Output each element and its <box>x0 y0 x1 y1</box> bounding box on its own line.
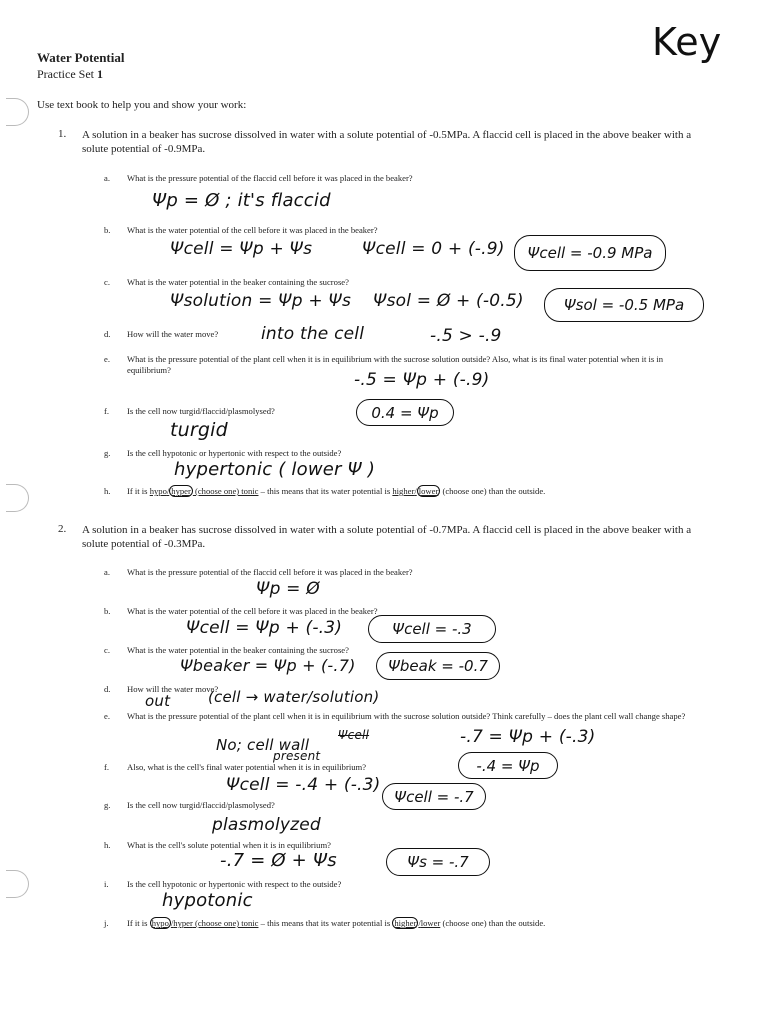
q2j-text-pre: If it is <box>127 918 150 928</box>
q2f-boxed-answer-2: Ψcell = -.7 <box>382 783 486 810</box>
q2j-slash: / <box>170 918 174 928</box>
q2e-crossed-mark: Ψcell <box>338 728 370 742</box>
q2j-higher-circled: higher <box>394 918 417 928</box>
q1c-work-substitution: Ψsol = Ø + (-0.5) <box>373 291 524 311</box>
q2g-letter: g. <box>104 800 111 810</box>
q2j-slash-2: / <box>418 918 421 928</box>
q2b-boxed-answer: Ψcell = -.3 <box>368 615 496 643</box>
q2e-text: What is the pressure potential of the plant cell when it is in equilibrium with the sucrose solution outside? Think carefully – does the plant cell wall change shape? <box>127 711 686 721</box>
instructions: Use text book to help you and show your work: <box>37 99 247 111</box>
q1c-text: What is the water potential in the beaker containing the sucrose? <box>127 277 349 287</box>
q1h-text <box>127 486 545 497</box>
q2e-answer: No; cell wall <box>216 736 310 754</box>
q2a-letter: a. <box>104 567 110 577</box>
q1-number: 1. <box>58 128 67 140</box>
page-title: Water Potential <box>37 50 125 65</box>
q1h-text-post: (choose one) than the outside. <box>440 486 546 496</box>
q1h-text-mid: – this means that its water potential is <box>258 486 393 496</box>
q2b-letter: b. <box>104 606 111 616</box>
q2i-answer: hypotonic <box>162 890 253 911</box>
q2f-letter: f. <box>104 762 110 772</box>
q2j-letter: j. <box>104 918 109 928</box>
q2d-answer: out <box>145 692 171 710</box>
q2c-work: Ψbeaker = Ψp + (-.7) <box>180 656 356 675</box>
q1c-boxed-answer: Ψsol = -0.5 MPa <box>544 288 704 322</box>
q1a-letter: a. <box>104 173 110 183</box>
q1h-higher: higher <box>392 486 415 496</box>
q1b-letter: b. <box>104 225 111 235</box>
q1f-letter: f. <box>104 406 110 416</box>
q1g-text: Is the cell hypotonic or hypertonic with respect to the outside? <box>127 448 342 458</box>
binder-hole-bottom <box>6 870 29 898</box>
q1b-text: What is the water potential of the cell before it was placed in the beaker? <box>127 225 378 235</box>
q1c-work-formula: Ψsolution = Ψp + Ψs <box>170 291 352 311</box>
binder-hole-top <box>6 98 29 126</box>
subtitle-text: Practice Set <box>37 67 97 81</box>
q1b-boxed-answer: Ψcell = -0.9 MPa <box>514 235 666 271</box>
q1b-work-formula: Ψcell = Ψp + Ψs <box>170 239 313 259</box>
q1e-letter: e. <box>104 354 110 364</box>
q2j-text-mid: – this means that its water potential is <box>258 918 393 928</box>
q2j-choose-tonic: (choose one) tonic <box>192 918 259 928</box>
q2b-work: Ψcell = Ψp + (-.3) <box>186 618 343 638</box>
q1d-text: How will the water move? <box>127 329 219 339</box>
binder-hole-middle <box>6 484 29 512</box>
q2h-letter: h. <box>104 840 111 850</box>
q1f-boxed-answer: 0.4 = Ψp <box>356 399 454 426</box>
q1h-text-pre: If it is <box>127 486 150 496</box>
answer-key-label: Key <box>652 20 722 64</box>
q2-text: A solution in a beaker has sucrose dissolved in water with a solute potential of -0.7MPa. A flaccid cell is placed in the above beaker with a solute potential of -0.3MPa. <box>82 524 692 550</box>
q2-number: 2. <box>58 523 67 535</box>
q2e-work: -.7 = Ψp + (-.3) <box>460 727 596 747</box>
q2d-letter: d. <box>104 684 111 694</box>
q2d-text: How will the water move? <box>127 684 219 694</box>
q2d-answer-detail: (cell → water/solution) <box>208 688 380 706</box>
q2j-hyper: hyper <box>173 918 193 928</box>
q2j-text <box>127 918 545 929</box>
q2i-letter: i. <box>104 879 109 889</box>
q2a-answer: Ψp = Ø <box>256 579 320 599</box>
q2e-letter: e. <box>104 711 110 721</box>
q2c-boxed-answer: Ψbeak = -0.7 <box>376 652 500 680</box>
q2c-text: What is the water potential in the beaker containing the sucrose? <box>127 645 349 655</box>
q1g-letter: g. <box>104 448 111 458</box>
q1h-choose-tonic: (choose one) tonic <box>192 486 259 496</box>
q1h-slash-2: / <box>414 486 417 496</box>
q2c-letter: c. <box>104 645 110 655</box>
q1g-answer: hypertonic ( lower Ψ ) <box>174 459 376 480</box>
q2h-work: -.7 = Ø + Ψs <box>220 850 337 871</box>
q2g-text: Is the cell now turgid/flaccid/plasmolysed? <box>127 800 275 810</box>
q1c-letter: c. <box>104 277 110 287</box>
q2b-text: What is the water potential of the cell before it was placed in the beaker? <box>127 606 378 616</box>
q1e-work: -.5 = Ψp + (-.9) <box>354 370 490 390</box>
q1d-answer: into the cell <box>261 324 365 344</box>
q1h-hypo: hypo <box>149 486 167 496</box>
q1d-work: -.5 > -.9 <box>430 326 502 346</box>
q1-text: A solution in a beaker has sucrose dissolved in water with a solute potential of -0.5MPa. A flaccid cell is placed in the above beaker with a solute potential of -0.9MPa. <box>82 129 692 155</box>
q1f-text: Is the cell now turgid/flaccid/plasmolysed? <box>127 406 275 416</box>
q1f-answer: turgid <box>170 419 228 441</box>
q2j-text-post: (choose one) than the outside. <box>440 918 546 928</box>
page-subtitle <box>37 67 103 82</box>
q1b-work-substitution: Ψcell = 0 + (-.9) <box>362 239 505 259</box>
q2f-boxed-answer: -.4 = Ψp <box>458 752 558 779</box>
subtitle-number: 1 <box>96 67 103 81</box>
q2h-boxed-answer: Ψs = -.7 <box>386 848 490 876</box>
q2j-lower: lower <box>420 918 441 928</box>
q1h-lower-circled: lower <box>418 486 439 496</box>
q1a-answer: Ψp = Ø ; it's flaccid <box>152 190 331 211</box>
q2h-text: What is the cell's solute potential when it is in equilibrium? <box>127 840 331 850</box>
q1h-slash: / <box>166 486 170 496</box>
q2a-text: What is the pressure potential of the flaccid cell before it was placed in the beaker? <box>127 567 413 577</box>
q2f-text: Also, what is the cell's final water potential when it is in equilibrium? <box>127 762 367 772</box>
q2i-text: Is the cell hypotonic or hypertonic with respect to the outside? <box>127 879 342 889</box>
q1e-text: What is the pressure potential of the plant cell when it is in equilibrium with the sucrose solution outside? Also, what is its final water potential when it is in equilibrium? <box>127 354 664 375</box>
q1h-letter: h. <box>104 486 111 496</box>
q1a-text: What is the pressure potential of the flaccid cell before it was placed in the beaker? <box>127 173 413 183</box>
q2e-answer-cont: present <box>273 749 321 763</box>
q2g-answer: plasmolyzed <box>212 815 321 835</box>
q1h-hyper-circled: hyper <box>171 486 191 496</box>
q2j-hypo-circled: hypo <box>151 918 169 928</box>
q1d-letter: d. <box>104 329 111 339</box>
q2f-work: Ψcell = -.4 + (-.3) <box>226 775 381 795</box>
